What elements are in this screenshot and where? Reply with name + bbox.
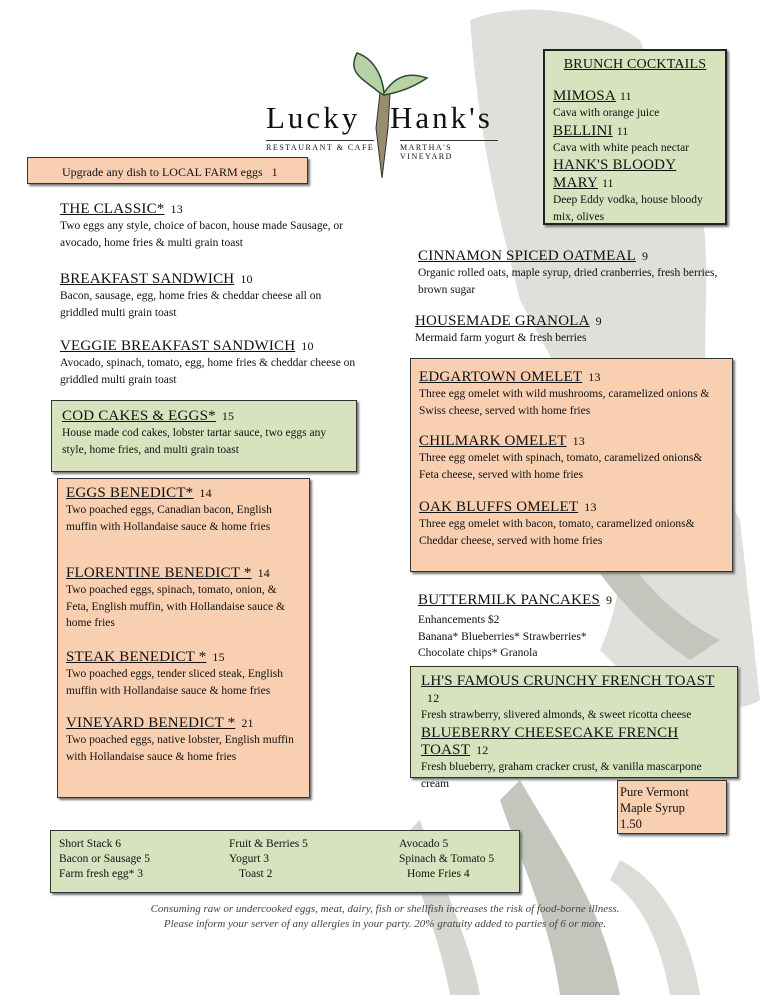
benedict-item bbox=[66, 485, 301, 565]
cocktail-item bbox=[553, 156, 717, 225]
item-name: VINEYARD BENEDICT * bbox=[66, 715, 236, 731]
benedict-item bbox=[66, 715, 301, 765]
omelet-item bbox=[419, 433, 724, 499]
item-desc: Cava with orange juice bbox=[553, 107, 660, 119]
item-name: FLORENTINE BENEDICT * bbox=[66, 565, 252, 581]
side-item: Spinach & Tomato 5 bbox=[399, 853, 495, 865]
item-price: 10 bbox=[240, 272, 253, 286]
menu-item-pancakes bbox=[418, 592, 718, 662]
item-name: HOUSEMADE GRANOLA bbox=[415, 313, 590, 329]
omelet-item bbox=[419, 369, 724, 433]
disclaimer-line1: Consuming raw or undercooked eggs, meat, dairy, fish or shellfish increases the risk of food-borne illness. bbox=[150, 903, 620, 915]
item-price: 9 bbox=[641, 249, 649, 263]
item-price: 11 bbox=[601, 176, 614, 190]
syrup-price: 1.50 bbox=[620, 817, 642, 831]
item-name: STEAK BENEDICT * bbox=[66, 649, 207, 665]
pancake-toppings-2: Chocolate chips* Granola bbox=[418, 647, 538, 659]
item-name: OAK BLUFFS OMELET bbox=[419, 499, 579, 515]
item-name: EDGARTOWN OMELET bbox=[419, 369, 583, 385]
cocktail-item bbox=[553, 87, 717, 122]
item-desc: Three egg omelet with wild mushrooms, caramelized onions & Swiss cheese, served with home fries bbox=[419, 388, 710, 417]
side-item: Yogurt 3 bbox=[229, 853, 270, 865]
item-price: 10 bbox=[301, 339, 314, 353]
side-item: Fruit & Berries 5 bbox=[229, 838, 308, 850]
item-name: CINNAMON SPICED OATMEAL bbox=[418, 248, 636, 264]
item-desc: Two poached eggs, tender sliced steak, English muffin with Hollandaise sauce & home fries bbox=[66, 668, 283, 697]
item-desc: Bacon, sausage, egg, home fries & cheddar cheese all on griddled multi grain toast bbox=[60, 290, 322, 319]
item-desc: Fresh strawberry, slivered almonds, & sweet ricotta cheese bbox=[421, 709, 692, 721]
side-item: Short Stack 6 bbox=[59, 838, 121, 850]
item-name: BLUEBERRY CHEESECAKE FRENCH TOAST bbox=[421, 725, 679, 758]
item-name: BUTTERMILK PANCAKES bbox=[418, 592, 601, 608]
pancake-enhancements: Enhancements $2 bbox=[418, 614, 500, 626]
item-desc: Avocado, spinach, tomato, egg, home fries & cheddar cheese on griddled multi grain toast bbox=[60, 357, 356, 386]
item-name: CHILMARK OMELET bbox=[419, 433, 567, 449]
upgrade-text: Upgrade any dish to LOCAL FARM eggs bbox=[62, 165, 263, 179]
omelet-item bbox=[419, 499, 724, 549]
upgrade-price: 1 bbox=[271, 165, 278, 179]
item-price: 21 bbox=[241, 716, 254, 730]
brunch-cocktails-box bbox=[543, 49, 727, 225]
item-price: 13 bbox=[170, 202, 183, 216]
menu-item-veggie-sandwich bbox=[60, 338, 380, 388]
maple-syrup-box bbox=[617, 780, 727, 834]
syrup-line1: Pure Vermont bbox=[620, 785, 689, 799]
item-name: THE CLASSIC* bbox=[60, 201, 165, 217]
benedicts-box bbox=[57, 478, 310, 798]
item-name: LH'S FAMOUS CRUNCHY FRENCH TOAST bbox=[421, 673, 715, 689]
item-price: 15 bbox=[221, 409, 235, 423]
item-price: 12 bbox=[476, 743, 489, 757]
side-item: Avocado 5 bbox=[399, 838, 449, 850]
item-desc: Mermaid farm yogurt & fresh berries bbox=[415, 332, 587, 344]
item-name: MIMOSA bbox=[553, 88, 616, 104]
item-price: 14 bbox=[257, 566, 270, 580]
item-price: 13 bbox=[588, 370, 601, 384]
item-desc: Three egg omelet with spinach, tomato, caramelized onions& Feta cheese, served with home fries bbox=[419, 452, 703, 481]
item-price: 13 bbox=[584, 500, 597, 514]
logo-sub-right: MARTHA'S VINEYARD bbox=[400, 140, 498, 161]
logo-sub-left: RESTAURANT & CAFE bbox=[266, 140, 374, 152]
item-price: 13 bbox=[572, 434, 585, 448]
logo-name-right: Hank's bbox=[390, 100, 493, 135]
side-item: Farm fresh egg* 3 bbox=[59, 868, 143, 880]
item-desc: Two poached eggs, Canadian bacon, English muffin with Hollandaise sauce & home fries bbox=[66, 504, 272, 533]
side-item: Toast 2 bbox=[239, 868, 273, 880]
item-price: 15 bbox=[212, 650, 225, 664]
item-name: EGGS BENEDICT* bbox=[66, 485, 194, 501]
item-price: 11 bbox=[616, 123, 629, 138]
sides-box bbox=[50, 830, 520, 893]
omelets-box bbox=[410, 358, 733, 572]
side-item: Home Fries 4 bbox=[407, 868, 470, 880]
disclaimer bbox=[90, 902, 680, 932]
item-price: 9 bbox=[595, 314, 602, 328]
french-toast-box bbox=[410, 666, 738, 790]
benedict-item bbox=[66, 565, 301, 649]
item-desc: House made cod cakes, lobster tartar sauce, two eggs any style, home fries, and multi grain toast bbox=[62, 427, 327, 456]
item-price: 14 bbox=[199, 486, 212, 500]
item-desc: Two poached eggs, native lobster, English muffin with Hollandaise sauce & home fries bbox=[66, 734, 294, 763]
cocktail-item bbox=[553, 122, 717, 157]
item-desc: Two eggs any style, choice of bacon, house made Sausage, or avocado, home fries & multi grain toast bbox=[60, 220, 344, 249]
menu-item-granola bbox=[415, 313, 725, 347]
upgrade-eggs-box bbox=[27, 157, 308, 184]
french-toast-item bbox=[421, 673, 727, 725]
item-price: 12 bbox=[427, 691, 440, 705]
side-item: Bacon or Sausage 5 bbox=[59, 853, 151, 865]
item-name: COD CAKES & EGGS* bbox=[62, 408, 216, 424]
benedict-item bbox=[66, 649, 301, 715]
item-name: BREAKFAST SANDWICH bbox=[60, 271, 235, 287]
item-desc: Three egg omelet with bacon, tomato, caramelized onions& Cheddar cheese, served with home fries bbox=[419, 518, 695, 547]
menu-item-breakfast-sandwich bbox=[60, 271, 340, 321]
item-desc: Organic rolled oats, maple syrup, dried cranberries, fresh berries, brown sugar bbox=[418, 267, 718, 296]
pancake-toppings: Banana* Blueberries* Strawberries* bbox=[418, 630, 587, 643]
menu-item-oatmeal bbox=[418, 248, 728, 298]
menu-item-classic bbox=[60, 201, 350, 251]
disclaimer-line2: Please inform your server of any allergies in your party. 20% gratuity added to parties of 6 or more. bbox=[163, 918, 607, 930]
item-desc: Fresh blueberry, graham cracker crust, & vanilla mascarpone cream bbox=[421, 761, 702, 790]
item-price: 9 bbox=[606, 593, 613, 607]
item-price: 11 bbox=[619, 89, 632, 103]
item-desc: Two poached eggs, spinach, tomato, onion, & Feta, English muffin, with Hollandaise sauce & home fries bbox=[66, 584, 285, 629]
cocktails-title: BRUNCH COCKTAILS bbox=[563, 57, 707, 72]
syrup-line2: Maple Syrup bbox=[620, 801, 685, 815]
item-desc: Cava with white peach nectar bbox=[553, 141, 690, 154]
item-name: BELLINI bbox=[553, 122, 613, 139]
item-name: VEGGIE BREAKFAST SANDWICH bbox=[60, 338, 296, 354]
logo-name-left: Lucky bbox=[266, 100, 361, 135]
item-desc: Deep Eddy vodka, house bloody mix, olives bbox=[553, 194, 703, 223]
item-name: HANK'S BLOODY MARY bbox=[553, 157, 677, 191]
cod-cakes-box bbox=[51, 400, 357, 472]
